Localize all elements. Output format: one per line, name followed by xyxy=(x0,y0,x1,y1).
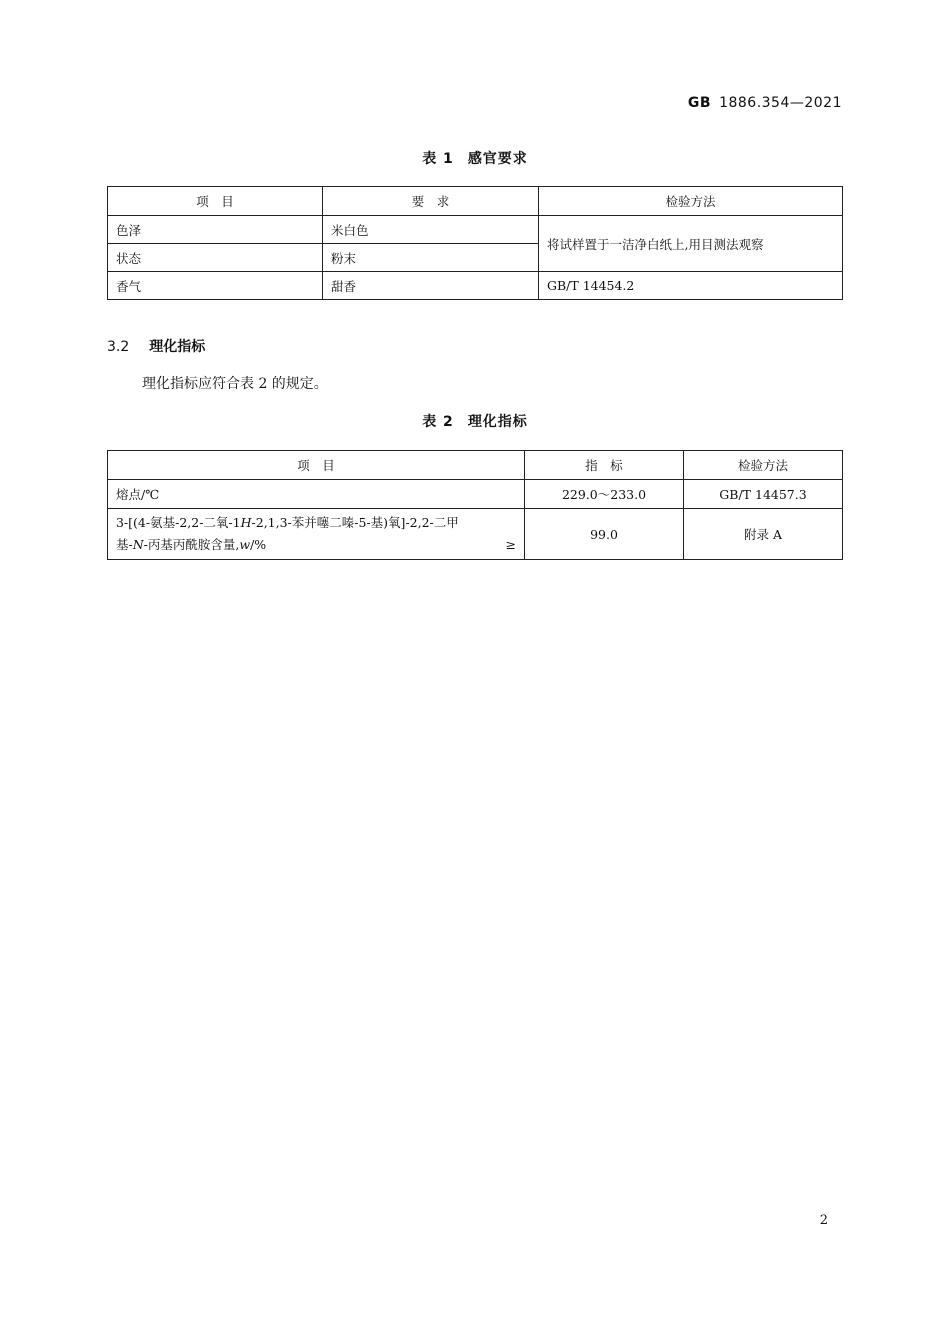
content-label-line1: 3-[(4-氨基-2,2-二氧-1H-2,1,3-苯并噻二嗪-5-基)氧]-2,2-二甲 xyxy=(116,515,459,530)
content-label-line2: 基-N-丙基丙酰胺含量,w/% xyxy=(116,537,267,552)
page-number: 2 xyxy=(819,1213,828,1228)
header-value: 指 标 xyxy=(525,451,684,480)
greater-equal-symbol: ≥ xyxy=(505,537,516,552)
table-row xyxy=(108,480,843,509)
table-row xyxy=(108,216,843,244)
melting-point-value: 229.0～233.0 xyxy=(525,480,684,509)
table2-label: 表 2 xyxy=(422,414,454,430)
standard-number: 1886.354—2021 xyxy=(719,95,842,111)
section-paragraph: 理化指标应符合表 2 的规定。 xyxy=(142,376,328,392)
header-method: 检验方法 xyxy=(684,451,843,480)
row-requirement-state: 粉末 xyxy=(323,244,539,272)
row-item-color: 色泽 xyxy=(108,216,323,244)
content-method: 附录 A xyxy=(684,509,843,560)
table2-title: 理化指标 xyxy=(467,414,528,430)
sensory-requirements-table xyxy=(107,186,843,300)
header-requirement: 要 求 xyxy=(323,187,539,216)
content-label xyxy=(116,509,516,559)
row-requirement-color: 米白色 xyxy=(323,216,539,244)
melting-point-method: GB/T 14457.3 xyxy=(684,480,843,509)
header-method: 检验方法 xyxy=(539,187,843,216)
table1-label: 表 1 xyxy=(422,151,454,167)
table1-caption xyxy=(0,148,950,168)
row-item-aroma: 香气 xyxy=(108,272,323,300)
table-header-row xyxy=(108,451,843,480)
table-row xyxy=(108,509,843,560)
row-item-state: 状态 xyxy=(108,244,323,272)
physicochemical-table xyxy=(107,450,843,560)
row-requirement-aroma: 甜香 xyxy=(323,272,539,300)
table-row xyxy=(108,272,843,300)
table1-title: 感官要求 xyxy=(467,151,528,167)
table2-caption xyxy=(0,411,950,431)
table-header-row xyxy=(108,187,843,216)
page-header xyxy=(688,95,842,111)
content-cell xyxy=(108,509,525,560)
section-title: 理化指标 xyxy=(149,339,206,355)
standard-prefix: GB xyxy=(687,95,712,111)
header-item: 项 目 xyxy=(108,451,525,480)
row-method-aroma: GB/T 14454.2 xyxy=(539,272,843,300)
section-number: 3.2 xyxy=(107,339,130,355)
content-value: 99.0 xyxy=(525,509,684,560)
merged-method-cell: 将试样置于一洁净白纸上,用目测法观察 xyxy=(539,216,843,272)
section-heading xyxy=(107,336,205,356)
header-item: 项 目 xyxy=(108,187,323,216)
melting-point-label: 熔点/℃ xyxy=(108,480,525,509)
